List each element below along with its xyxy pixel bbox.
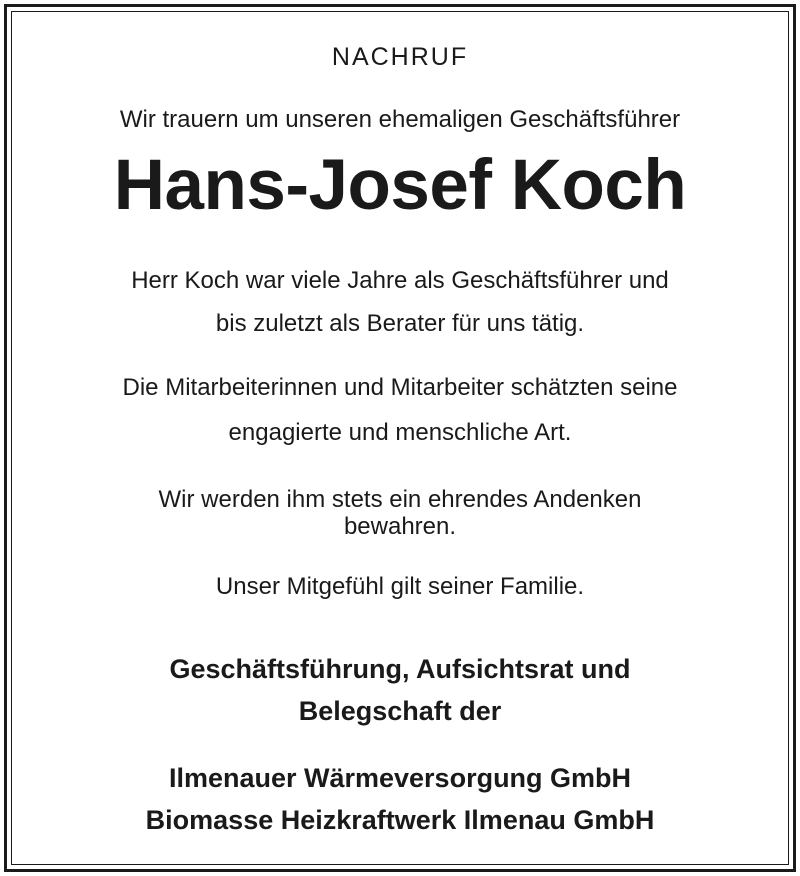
paragraph-line: bis zuletzt als Berater für uns tätig. <box>215 310 585 337</box>
signature-line: Belegschaft der <box>298 696 502 726</box>
paragraph-line: engagierte und menschliche Art. <box>228 419 572 446</box>
paragraph-line: bewahren. <box>343 513 457 540</box>
paragraph-line: Die Mitarbeiterinnen und Mitarbeiter schätzten seine <box>122 374 678 401</box>
notice-title: NACHRUF <box>331 43 469 71</box>
intro-text: Wir trauern um unseren ehemaligen Geschäftsführer <box>119 106 681 133</box>
paragraph-line: Unser Mitgefühl gilt seiner Familie. <box>215 573 585 600</box>
company-name: Ilmenauer Wärmeversorgung GmbH <box>168 763 632 793</box>
paragraph-line: Wir werden ihm stets ein ehrendes Andenken <box>158 486 642 513</box>
deceased-name: Hans-Josef Koch <box>113 146 687 225</box>
signature-line: Geschäftsführung, Aufsichtsrat und <box>169 654 631 684</box>
paragraph-line: Herr Koch war viele Jahre als Geschäftsführer und <box>131 267 669 294</box>
company-name: Biomasse Heizkraftwerk Ilmenau GmbH <box>145 805 655 835</box>
